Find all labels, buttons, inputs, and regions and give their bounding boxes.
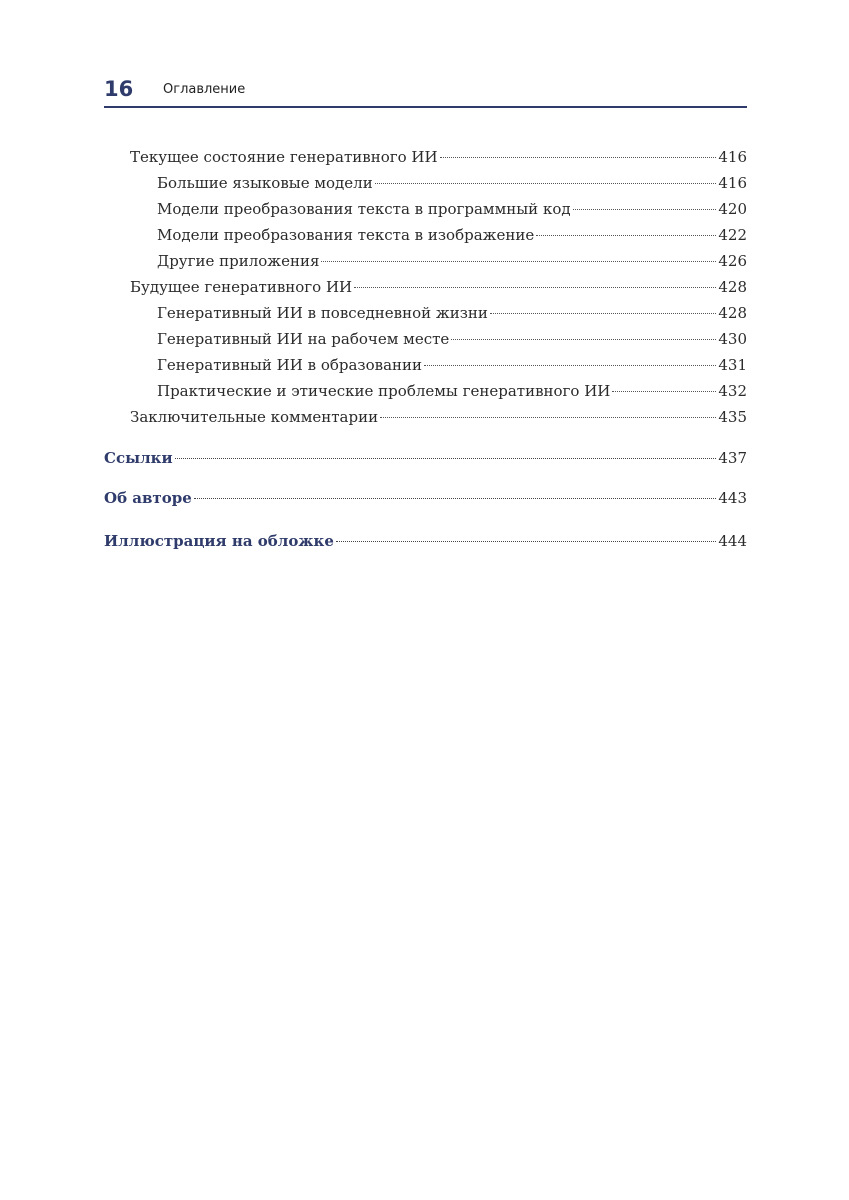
toc-entry-page: 422 bbox=[718, 226, 747, 244]
dot-leader bbox=[375, 183, 717, 184]
dot-leader bbox=[194, 498, 717, 499]
dot-leader bbox=[354, 287, 716, 288]
toc-entry-page: 443 bbox=[718, 489, 747, 507]
dot-leader bbox=[451, 339, 716, 340]
toc-entry-page: 428 bbox=[718, 304, 747, 322]
toc-entry-title: Генеративный ИИ в повседневной жизни bbox=[157, 304, 488, 322]
toc-entry-page: 416 bbox=[718, 174, 747, 192]
toc-entry-page: 420 bbox=[718, 200, 747, 218]
page-header bbox=[104, 76, 747, 108]
dot-leader bbox=[175, 458, 717, 459]
toc-entry-page: 432 bbox=[718, 382, 747, 400]
toc-entry[interactable] bbox=[104, 197, 747, 221]
dot-leader bbox=[336, 541, 716, 542]
toc-entry-title: Модели преобразования текста в изображение bbox=[157, 226, 535, 244]
toc-entry-page: 430 bbox=[718, 330, 747, 348]
toc-entry[interactable] bbox=[104, 275, 747, 299]
page-number: 16 bbox=[104, 77, 134, 101]
dot-leader bbox=[321, 261, 716, 262]
toc-entry[interactable] bbox=[104, 327, 747, 351]
toc-entry[interactable] bbox=[104, 379, 747, 403]
toc-chapter-entry[interactable] bbox=[104, 486, 747, 510]
dot-leader bbox=[612, 391, 716, 392]
toc-entry[interactable] bbox=[104, 145, 747, 169]
toc-entry-title: Модели преобразования текста в программный код bbox=[157, 200, 571, 218]
toc-entry-page: 416 bbox=[718, 148, 747, 166]
toc-entry-title: Будущее генеративного ИИ bbox=[130, 278, 353, 296]
toc-entry[interactable] bbox=[104, 353, 747, 377]
dot-leader bbox=[424, 365, 716, 366]
dot-leader bbox=[380, 417, 716, 418]
toc-chapter-entry[interactable] bbox=[104, 446, 747, 470]
toc-entry-page: 428 bbox=[718, 278, 747, 296]
dot-leader bbox=[573, 209, 717, 210]
dot-leader bbox=[536, 235, 716, 236]
dot-leader bbox=[440, 157, 717, 158]
toc-entry-title: Иллюстрация на обложке bbox=[104, 532, 334, 550]
toc-entry[interactable] bbox=[104, 301, 747, 325]
toc-entry-title: Генеративный ИИ на рабочем месте bbox=[157, 330, 450, 348]
toc-entry-title: Практические и этические проблемы генеративного ИИ bbox=[157, 382, 611, 400]
running-title: Оглавление bbox=[163, 82, 246, 97]
toc-entry-title: Заключительные комментарии bbox=[130, 408, 379, 426]
toc-entry[interactable] bbox=[104, 405, 747, 429]
toc-entry[interactable] bbox=[104, 171, 747, 195]
toc-entry-title: Ссылки bbox=[104, 449, 173, 467]
toc-entry-page: 444 bbox=[718, 532, 747, 550]
toc-entry-title: Текущее состояние генеративного ИИ bbox=[130, 148, 438, 166]
dot-leader bbox=[490, 313, 716, 314]
toc-entry-page: 437 bbox=[718, 449, 747, 467]
toc-entry-page: 431 bbox=[718, 356, 747, 374]
toc-entry-title: Об авторе bbox=[104, 489, 192, 507]
toc-entry-page: 426 bbox=[718, 252, 747, 270]
toc-entry-title: Большие языковые модели bbox=[157, 174, 373, 192]
toc-entry[interactable] bbox=[104, 223, 747, 247]
toc-entry-title: Генеративный ИИ в образовании bbox=[157, 356, 423, 374]
toc-chapter-entry[interactable] bbox=[104, 529, 747, 553]
toc-entry-page: 435 bbox=[718, 408, 747, 426]
toc-entry-title: Другие приложения bbox=[157, 252, 320, 270]
toc-entry[interactable] bbox=[104, 249, 747, 273]
